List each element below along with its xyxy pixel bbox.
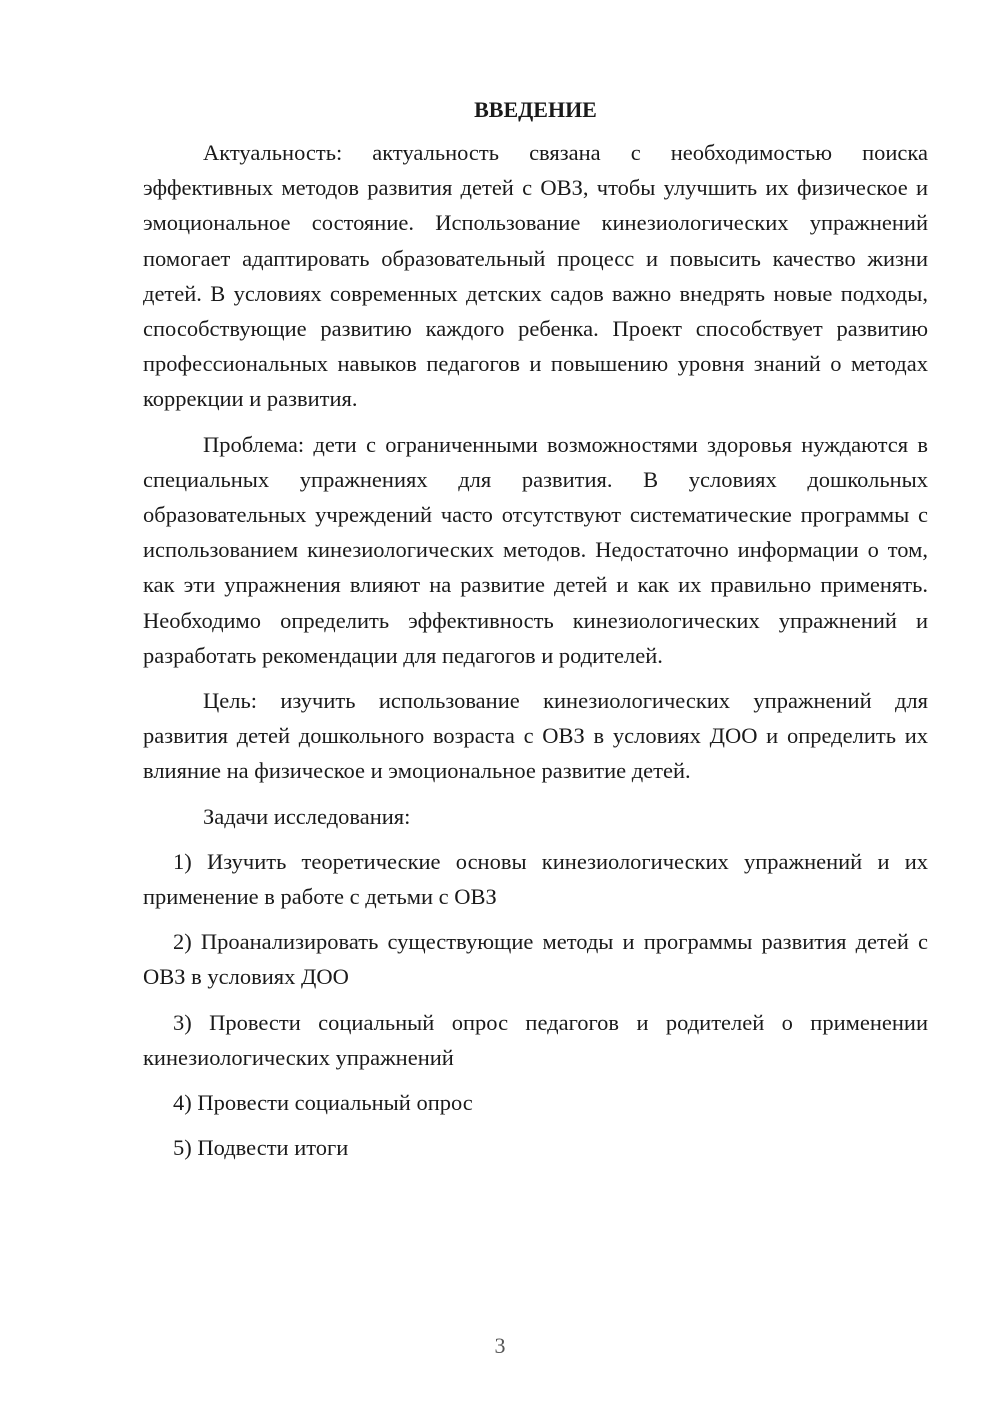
paragraph-problem: Проблема: дети с ограниченными возможностями здоровья нуждаются в специальных упражнениях для развития. В условиях дошкольных образовательных учреждений часто отсутствуют систематические программы с использованием кинезиологических методов. Недостаточно информации о том, как эти упражнения влияют на развитие детей и как их правильно применять. Необходимо определить эффективность кинезиологических упражнений и разработать рекомендации для педагогов и родителей. bbox=[143, 431, 928, 668]
paragraph-goal: Цель: изучить использование кинезиологических упражнений для развития детей дошкольного возраста с ОВЗ в условиях ДОО и определить их влияние на физическое и эмоциональное развитие детей. bbox=[143, 688, 928, 784]
list-item: 5) Подвести итоги bbox=[173, 1135, 349, 1161]
paragraph-relevance: Актуальность: актуальность связана с необходимостью поиска эффективных методов развития детей с ОВЗ, чтобы улучшить их физическое и эмоциональное состояние. Использование кинезиологических упражнений помогает адаптировать образовательный процесс и повысить качество жизни детей. В условиях современных детских садов важно внедрять новые подходы, способствующие развитию каждого ребенка. Проект способствует развитию профессиональных навыков педагогов и повышению уровня знаний о методах коррекции и развития. bbox=[143, 140, 928, 412]
document-page bbox=[143, 95, 928, 1175]
page-title: ВВЕДЕНИЕ bbox=[474, 97, 597, 122]
list-item: 1) Изучить теоретические основы кинезиологических упражнений и их применение в работе с детьми с ОВЗ bbox=[143, 848, 928, 910]
list-item: 4) Провести социальный опрос bbox=[173, 1090, 473, 1116]
page-number: 3 bbox=[494, 1333, 506, 1358]
list-item: 3) Провести социальный опрос педагогов и родителей о применении кинезиологических упражнений bbox=[143, 1009, 928, 1070]
paragraph-tasks-heading: Задачи исследования: bbox=[203, 803, 411, 829]
list-item: 2) Проанализировать существующие методы и программы развития детей с ОВЗ в условиях ДОО bbox=[143, 929, 928, 990]
